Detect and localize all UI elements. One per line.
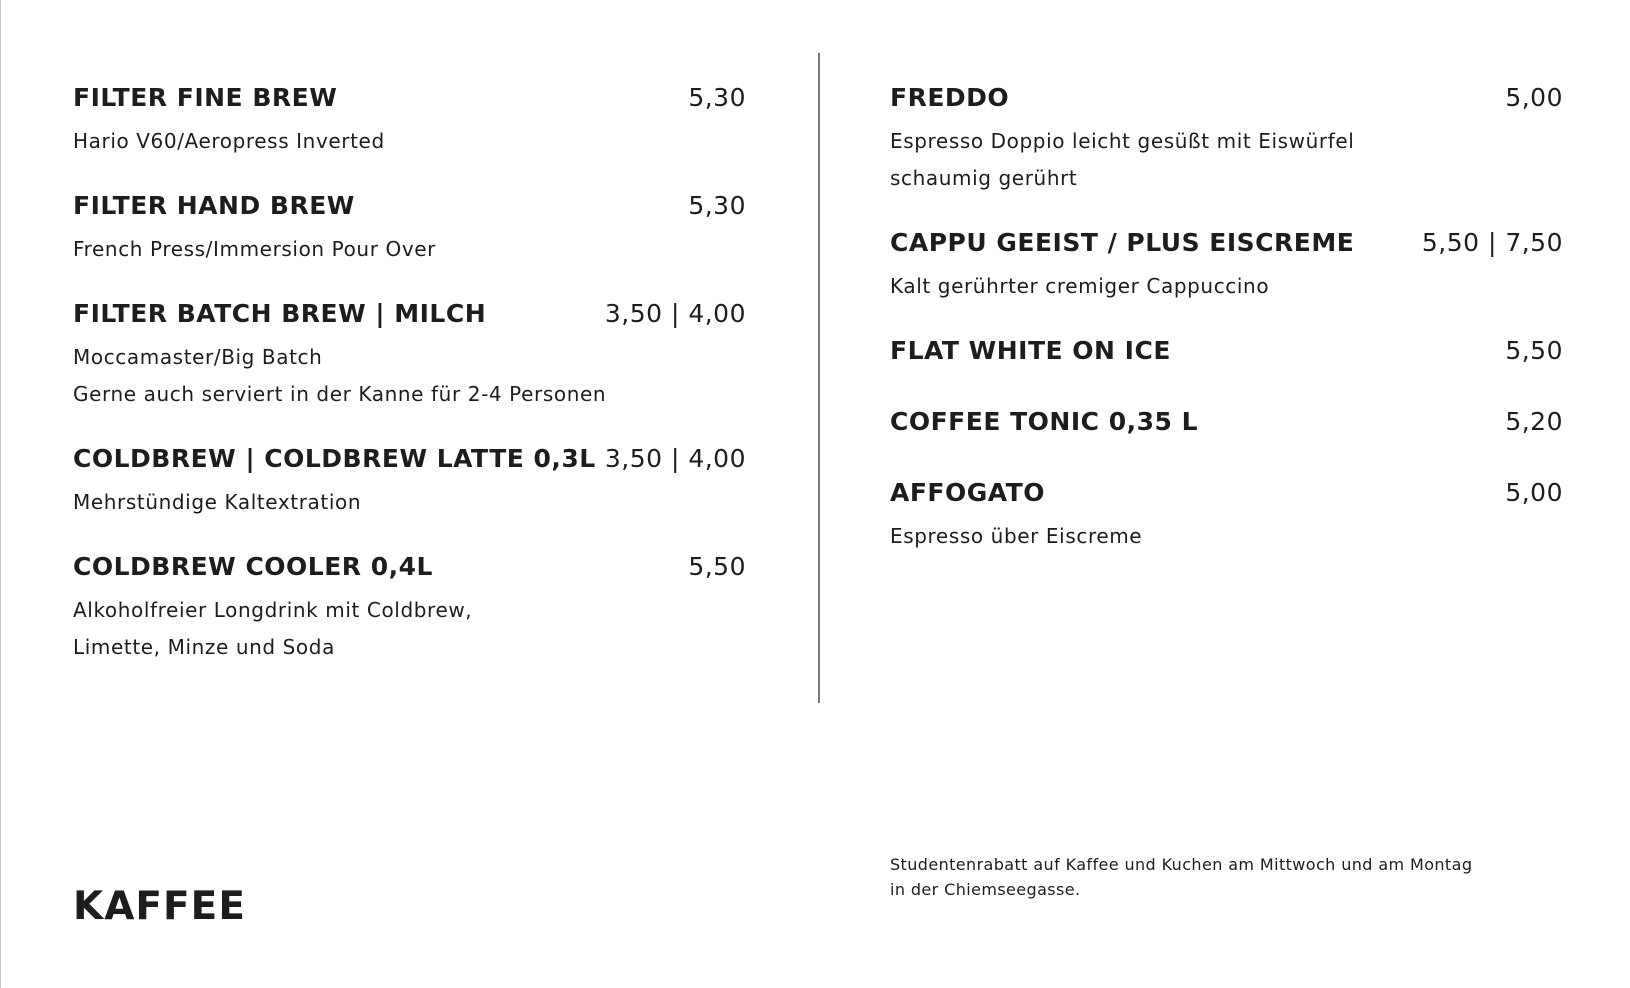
footnote-line: Studentenrabatt auf Kaffee und Kuchen am Mittwoch und am Montag — [890, 855, 1473, 874]
menu-item-name: FILTER FINE BREW — [73, 83, 338, 112]
menu-item-name: AFFOGATO — [890, 478, 1045, 507]
menu-item-name: CAPPU GEEIST / PLUS EISCREME — [890, 228, 1355, 257]
menu-item — [73, 444, 746, 521]
menu-item-description: Espresso Doppio leicht gesüßt mit Eiswürfel schaumig gerührt — [890, 129, 1355, 190]
page-edge-line — [0, 0, 1, 988]
menu-item-name: FILTER HAND BREW — [73, 191, 355, 220]
menu-item-description: French Press/Immersion Pour Over — [73, 237, 436, 261]
footnote-line: in der Chiemseegasse. — [890, 880, 1081, 899]
column-divider — [818, 53, 820, 703]
menu-item — [73, 552, 746, 666]
menu-item-name: COFFEE TONIC 0,35 L — [890, 407, 1199, 436]
menu-item-name: FLAT WHITE ON ICE — [890, 336, 1171, 365]
menu-item-description: Mehrstündige Kaltextration — [73, 490, 362, 514]
menu-item-name: FREDDO — [890, 83, 1010, 112]
menu-item-price: 5,50 — [1505, 336, 1563, 365]
menu-column-right — [890, 83, 1563, 555]
section-title: KAFFEE — [73, 884, 246, 929]
menu-item-description: Moccamaster/Big Batch Gerne auch serviert in der Kanne für 2-4 Personen — [73, 345, 607, 406]
menu-item-name: FILTER BATCH BREW | MILCH — [73, 299, 487, 328]
menu-item-price: 5,30 — [688, 83, 746, 112]
menu-item-price: 3,50 | 4,00 — [604, 444, 746, 473]
menu-item-price: 5,50 — [688, 552, 746, 581]
menu-item — [890, 407, 1563, 447]
menu-item-description: Kalt gerührter cremiger Cappuccino — [890, 274, 1270, 298]
menu-item-name: COLDBREW COOLER 0,4L — [73, 552, 433, 581]
menu-column-left — [73, 83, 746, 666]
menu-item-price: 3,50 | 4,00 — [604, 299, 746, 328]
menu-item-price: 5,00 — [1505, 478, 1563, 507]
menu-item — [890, 83, 1563, 197]
menu-item — [890, 336, 1563, 376]
menu-item-price: 5,50 | 7,50 — [1421, 228, 1563, 257]
menu-item — [73, 83, 746, 160]
menu-item-price: 5,00 — [1505, 83, 1563, 112]
menu-item-price: 5,20 — [1505, 407, 1563, 436]
menu-item — [890, 478, 1563, 555]
menu-item-name: COLDBREW | COLDBREW LATTE 0,3L — [73, 444, 596, 473]
menu-item-description: Alkoholfreier Longdrink mit Coldbrew, Limette, Minze und Soda — [73, 598, 473, 659]
menu-item — [890, 228, 1563, 305]
menu-item-price: 5,30 — [688, 191, 746, 220]
menu-item-description: Espresso über Eiscreme — [890, 524, 1143, 548]
menu-item — [73, 191, 746, 268]
menu-item-description: Hario V60/Aeropress Inverted — [73, 129, 385, 153]
footnote — [890, 852, 1472, 902]
menu-item — [73, 299, 746, 413]
